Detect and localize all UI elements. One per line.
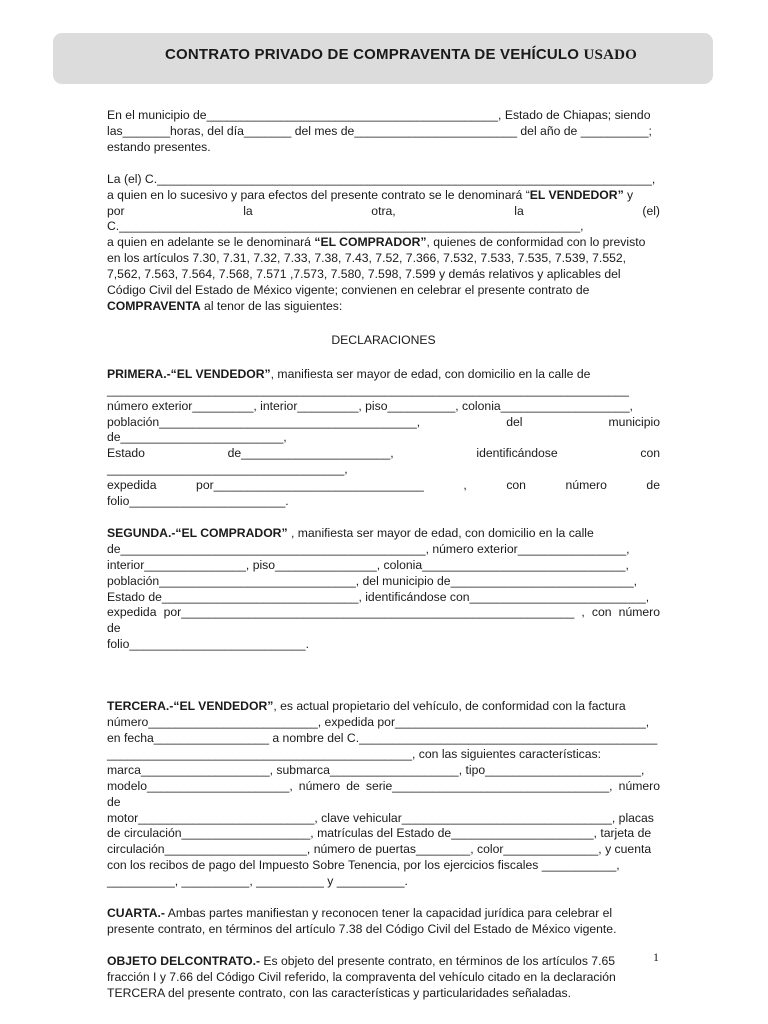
text-line: de_____________________________________________, número exterior________________, xyxy=(107,541,630,556)
text-line: población______________________________________, del municipio de________________________, xyxy=(107,414,660,445)
text-line: 7,562, 7.563, 7.564, 7.568, 7.571 ,7.573, 7.580, 7.598, 7.599 y demás relativos y aplicables del xyxy=(107,267,621,282)
text-line: presente contrato, en términos del artículo 7.38 del Código Civil del Estado de México vigente. xyxy=(107,921,617,936)
text-line: OBJETO DELCONTRATO.- Es objeto del presente contrato, en términos de los artículos 7.65 xyxy=(107,953,616,968)
objeto-clause xyxy=(107,954,660,1002)
text-line: _____________________________________________, con las siguientes características: xyxy=(107,746,602,761)
intro-paragraph xyxy=(107,108,660,156)
text-line: expedida por__________________________________________________________ , con número de xyxy=(107,605,660,636)
clause-label: OBJETO DELCONTRATO.- xyxy=(107,953,261,968)
segunda-clause xyxy=(107,526,660,653)
title-main: CONTRATO PRIVADO DE COMPRAVENTA DE VEHÍCULO xyxy=(164,46,580,63)
text-line: circulación_____________________, número de puertas________, color______________, y cuenta xyxy=(107,842,652,857)
clause-label: TERCERA.-“EL VENDEDOR” xyxy=(107,699,274,714)
text-line: en fecha_________________ a nombre del C.____________________________________________ xyxy=(107,731,658,745)
tercera-clause xyxy=(107,699,660,890)
page-number: 1 xyxy=(653,950,659,964)
text-line: a quien en adelante se le denominará “EL COMPRADOR”, quienes de conformidad con lo previsto xyxy=(107,235,646,250)
text-line: Estado de_____________________________, identificándose con__________________________, xyxy=(107,589,650,604)
title-banner xyxy=(53,33,713,84)
text-line: __________, __________, __________ y __________. xyxy=(107,874,408,889)
text-line: Código Civil del Estado de México vigente; convienen en celebrar el presente contrato de xyxy=(107,283,590,298)
text-line: las_______horas, del día_______ del mes de________________________ del año de __________; xyxy=(107,123,652,138)
text-line: en los artículos 7.30, 7.31, 7.32, 7.33, 7.38, 7.43, 7.52, 7.366, 7.532, 7.533, 7.535, 7.539, 7.552, xyxy=(107,251,627,266)
document-title xyxy=(53,46,713,64)
text-line: CUARTA.- Ambas partes manifiestan y reconocen tener la capacidad jurídica para celebrar el xyxy=(107,906,613,921)
text-line: por la otra, la (el) C.____________________________________________________________________, xyxy=(107,203,660,234)
document-body xyxy=(107,108,660,1002)
clause-label: PRIMERA.-“EL VENDEDOR” xyxy=(107,366,271,381)
text-line: La (el) C._________________________________________________________________________, xyxy=(107,171,656,186)
declaraciones-heading: DECLARACIONES xyxy=(331,332,436,347)
text-line: _____________________________________________________________________________ xyxy=(107,382,629,397)
text-line: PRIMERA.-“EL VENDEDOR”, manifiesta ser mayor de edad, con domicilio en la calle de xyxy=(107,366,591,381)
text-line: modelo_____________________, número de serie________________________________, número de xyxy=(107,778,660,809)
parties-paragraph xyxy=(107,172,660,315)
clause-label: SEGUNDA.-“EL COMPRADOR” xyxy=(107,525,288,540)
text-line: Estado de______________________, identificándose con ___________________________________, xyxy=(107,446,660,477)
text-line: de circulación___________________, matrículas del Estado de_____________________, tarjeta de xyxy=(107,826,652,841)
text-line: a quien en lo sucesivo y para efectos del presente contrato se le denominará “EL VENDEDOR” y xyxy=(107,187,634,202)
text-line: TERCERA.-“EL VENDEDOR”, es actual propietario del vehículo, de conformidad con la factura xyxy=(107,699,626,714)
text-line: interior_______________, piso_______________, colonia______________________________, xyxy=(107,557,629,572)
clause-label: CUARTA.- xyxy=(107,906,165,921)
text-line: población_____________________________, del municipio de___________________________, xyxy=(107,573,637,588)
text-line: COMPRAVENTA al tenor de las siguientes: xyxy=(107,298,343,313)
text-line: con los recibos de pago del Impuesto Sobre Tenencia, por los ejercicios fiscales ___________, xyxy=(107,858,620,873)
text-line: expedida por_______________________________ , con número de folio_______________________. xyxy=(107,478,660,509)
text-line: estando presentes. xyxy=(107,139,211,154)
text-line: fracción I y 7.66 del Código Civil referido, la compraventa del vehículo citado en la declaración xyxy=(107,969,616,984)
text-line: número exterior_________, interior_________, piso__________, colonia___________________, xyxy=(107,398,633,413)
primera-clause xyxy=(107,367,660,510)
text-line: TERCERA del presente contrato, con las características y particularidades señaladas. xyxy=(107,985,572,1000)
text-line: marca___________________, submarca___________________, tipo_______________________, xyxy=(107,762,645,777)
text-line: número_________________________, expedida por_____________________________________, xyxy=(107,715,650,730)
title-end: USADO xyxy=(583,47,638,63)
text-line: En el municipio de___________________________________________, Estado de Chiapas; siendo xyxy=(107,108,651,122)
text-line: motor__________________________, clave vehicular_______________________________, placas xyxy=(107,810,654,825)
text-line: SEGUNDA.-“EL COMPRADOR” , manifiesta ser mayor de edad, con domicilio en la calle xyxy=(107,525,594,540)
text-line: folio__________________________. xyxy=(107,637,309,652)
cuarta-clause xyxy=(107,906,660,938)
